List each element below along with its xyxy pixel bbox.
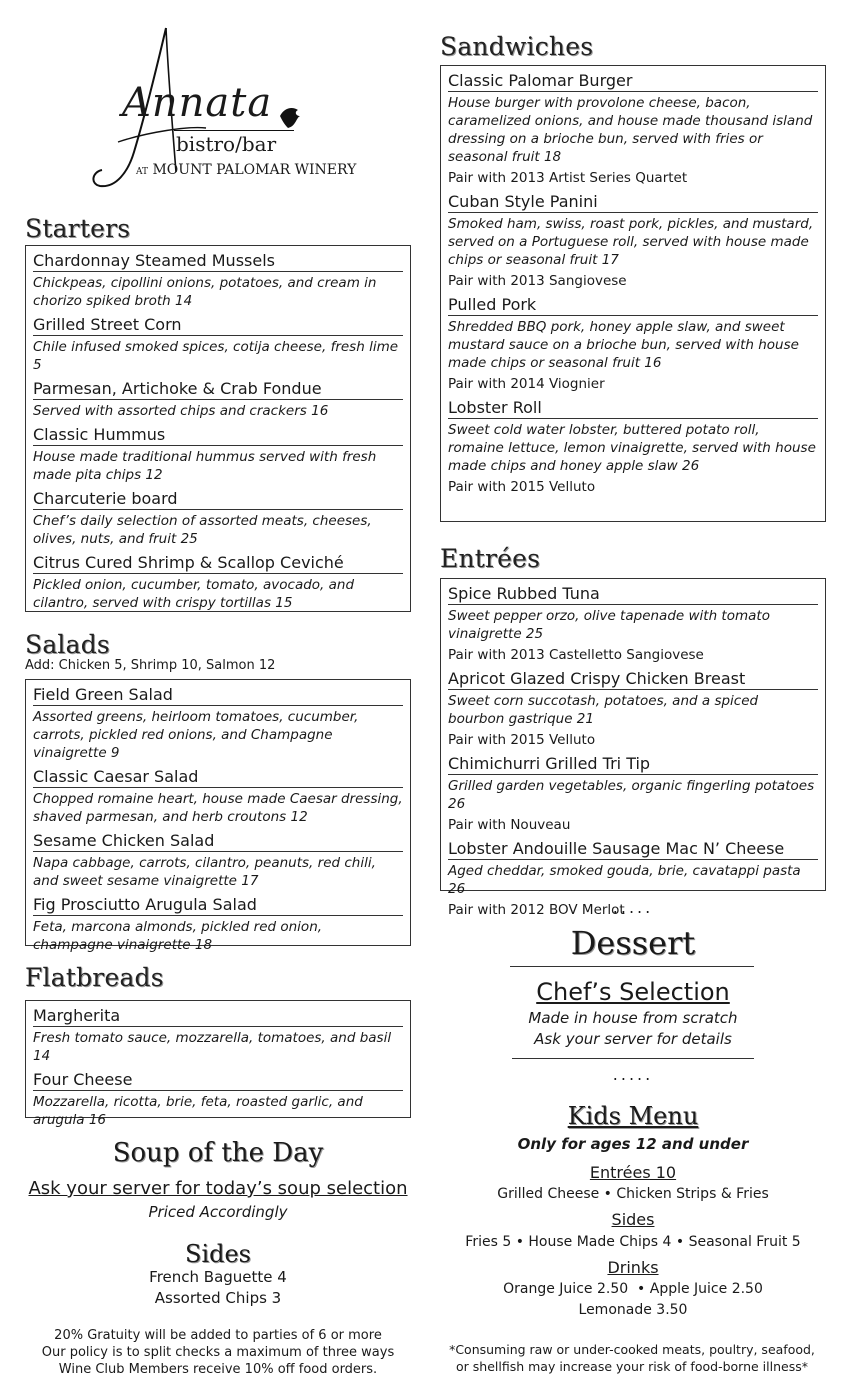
flatbreads-item-desc: Mozzarella, ricotta, brie, feta, roasted garlic, and arugula 16 — [33, 1094, 363, 1128]
disclaimer-line-1: *Consuming raw or under-cooked meats, poultry, seafood, — [449, 1342, 815, 1357]
entrees-item-desc: Aged cheddar, smoked gouda, brie, cavatappi pasta 26 — [448, 863, 801, 897]
flatbreads-item-name: Four Cheese — [33, 1070, 403, 1091]
sandwiches-item-pair: Pair with 2013 Artist Series Quartet — [448, 170, 688, 186]
sandwiches-item — [448, 71, 818, 187]
flatbreads-box — [25, 1000, 411, 1128]
logo-name: Annata — [122, 80, 273, 126]
sandwiches-item-desc: Sweet cold water lobster, buttered potato roll, romaine lettuce, lemon vinaigrette, served with house made chips and honey apple slaw 26 — [448, 422, 816, 474]
starters-title: Starters — [25, 214, 131, 243]
starters-item-desc: Pickled onion, cucumber, tomato, avocado, and cilantro, served with crispy tortillas 15 — [33, 577, 355, 611]
sandwiches-item-pair: Pair with 2013 Sangiovese — [448, 273, 627, 289]
starters-item-name: Chardonnay Steamed Mussels — [33, 251, 403, 272]
sandwiches-item-name: Cuban Style Panini — [448, 192, 818, 213]
starters-item-desc: Chile infused smoked spices, cotija cheese, fresh lime 5 — [33, 339, 399, 373]
starters-item-name: Charcuterie board — [33, 489, 403, 510]
sandwiches-item-name: Pulled Pork — [448, 295, 818, 316]
logo-at: AT — [136, 167, 149, 177]
salads-item-desc: Chopped romaine heart, house made Caesar dressing, shaved parmesan, and herb croutons 12 — [33, 791, 403, 825]
salads-item — [33, 895, 403, 954]
starters-item — [33, 489, 403, 548]
bird-icon — [278, 104, 302, 130]
flatbreads-item — [33, 1070, 403, 1129]
kids-title: Kids Menu — [567, 1102, 699, 1130]
entrees-item — [448, 584, 818, 664]
starters-item — [33, 315, 403, 374]
dessert-title: Dessert — [570, 924, 696, 962]
sides-title: Sides — [185, 1240, 251, 1268]
entrees-box — [440, 578, 826, 918]
sandwiches-item — [448, 295, 818, 393]
dessert-line-2: Ask your server for details — [534, 1030, 732, 1048]
salads-item — [33, 831, 403, 890]
sandwiches-item-desc: House burger with provolone cheese, bacon, caramelized onions, and house made thousand island dressing on a brioche bun, served with fries or seasonal fruit 18 — [448, 95, 813, 165]
salads-item — [33, 767, 403, 826]
starters-item — [33, 553, 403, 612]
salads-add: Add: Chicken 5, Shrimp 10, Salmon 12 — [25, 658, 276, 673]
logo-winery-name: MOUNT PALOMAR WINERY — [152, 162, 357, 178]
sandwiches-item-name: Classic Palomar Burger — [448, 71, 818, 92]
dots-divider-2: ..... — [612, 1065, 654, 1084]
sandwiches-item-pair: Pair with 2014 Viognier — [448, 376, 605, 392]
entrees-item-pair: Pair with Nouveau — [448, 817, 571, 833]
entrees-title: Entrées — [440, 544, 541, 573]
entrees-item-pair: Pair with 2013 Castelletto Sangiovese — [448, 647, 704, 663]
kids-drinks-1: Orange Juice 2.50 • Apple Juice 2.50 — [503, 1281, 763, 1297]
kids-sides-title: Sides — [611, 1210, 655, 1229]
entrees-item-desc: Sweet pepper orzo, olive tapenade with tomato vinaigrette 25 — [448, 608, 770, 642]
salads-item-name: Classic Caesar Salad — [33, 767, 403, 788]
dessert-line-1: Made in house from scratch — [528, 1009, 738, 1027]
starters-item-name: Citrus Cured Shrimp & Scallop Ceviché — [33, 553, 403, 574]
entrees-item-name: Chimichurri Grilled Tri Tip — [448, 754, 818, 775]
policy-line-1: 20% Gratuity will be added to parties of 6 or more — [54, 1328, 382, 1343]
soup-price: Priced Accordingly — [148, 1203, 288, 1221]
logo — [88, 22, 358, 194]
flatbreads-title: Flatbreads — [25, 963, 164, 992]
sides-item-1: French Baguette 4 — [149, 1268, 287, 1286]
soup-title: Soup of the Day — [112, 1138, 324, 1168]
sandwiches-item-pair: Pair with 2015 Velluto — [448, 479, 596, 495]
dessert-selection: Chef’s Selection — [536, 978, 730, 1006]
entrees-item-pair: Pair with 2012 BOV Merlot — [448, 902, 625, 918]
flatbreads-item — [33, 1006, 403, 1065]
sandwiches-item-desc: Shredded BBQ pork, honey apple slaw, and sweet mustard sauce on a brioche bun, served with house made chips or seasonal fruit 16 — [448, 319, 799, 371]
sandwiches-box — [440, 65, 826, 522]
salads-item-desc: Assorted greens, heirloom tomatoes, cucumber, carrots, pickled red onions, and Champagne vinaigrette 9 — [33, 709, 359, 761]
salads-item-desc: Napa cabbage, carrots, cilantro, peanuts, red chili, and sweet sesame vinaigrette 17 — [33, 855, 376, 889]
salads-box — [25, 679, 411, 953]
starters-item-name: Parmesan, Artichoke & Crab Fondue — [33, 379, 403, 400]
sandwiches-title: Sandwiches — [440, 32, 594, 61]
policy-line-2: Our policy is to split checks a maximum of three ways — [41, 1345, 395, 1360]
entrees-item — [448, 754, 818, 834]
dessert-rule-bottom — [512, 1058, 754, 1059]
starters-item — [33, 251, 403, 310]
policy-line-3: Wine Club Members receive 10% off food orders. — [58, 1362, 378, 1377]
sandwiches-item — [448, 192, 818, 290]
salads-item-name: Sesame Chicken Salad — [33, 831, 403, 852]
starters-item — [33, 425, 403, 484]
kids-drinks-2: Lemonade 3.50 — [578, 1302, 688, 1318]
entrees-item-name: Spice Rubbed Tuna — [448, 584, 818, 605]
disclaimer-line-2: or shellfish may increase your risk of food-borne illness* — [456, 1359, 808, 1374]
logo-underline — [174, 130, 294, 131]
salads-item-desc: Feta, marcona almonds, pickled red onion, champagne vinaigrette 18 — [33, 919, 323, 953]
kids-entrees: Grilled Cheese • Chicken Strips & Fries — [497, 1186, 769, 1202]
entrees-item-pair: Pair with 2015 Velluto — [448, 732, 596, 748]
starters-item-name: Grilled Street Corn — [33, 315, 403, 336]
starters-item-desc: Served with assorted chips and crackers 16 — [33, 403, 329, 419]
salads-item — [33, 685, 403, 762]
entrees-item-desc: Grilled garden vegetables, organic fingerling potatoes 26 — [448, 778, 815, 812]
logo-winery — [136, 162, 356, 178]
starters-item-name: Classic Hummus — [33, 425, 403, 446]
starters-item-desc: Chickpeas, cipollini onions, potatoes, and cream in chorizo spiked broth 14 — [33, 275, 377, 309]
sandwiches-item-desc: Smoked ham, swiss, roast pork, pickles, and mustard, served on a Portuguese roll, served with house made chips or seasonal fruit 17 — [448, 216, 814, 268]
sides-item-2: Assorted Chips 3 — [154, 1289, 282, 1307]
entrees-item-name: Apricot Glazed Crispy Chicken Breast — [448, 669, 818, 690]
kids-drinks-title: Drinks — [607, 1258, 659, 1277]
starters-item-desc: House made traditional hummus served with fresh made pita chips 12 — [33, 449, 377, 483]
starters-box — [25, 245, 411, 612]
kids-sides: Fries 5 • House Made Chips 4 • Seasonal Fruit 5 — [465, 1234, 801, 1250]
entrees-item-desc: Sweet corn succotash, potatoes, and a spiced bourbon gastrique 21 — [448, 693, 759, 727]
salads-item-name: Fig Prosciutto Arugula Salad — [33, 895, 403, 916]
flatbreads-item-name: Margherita — [33, 1006, 403, 1027]
flatbreads-item-desc: Fresh tomato sauce, mozzarella, tomatoes, and basil 14 — [33, 1030, 392, 1064]
dessert-rule-top — [510, 966, 754, 967]
soup-line: Ask your server for today’s soup selection — [28, 1178, 408, 1199]
kids-entrees-title: Entrées 10 — [589, 1163, 677, 1182]
starters-item-desc: Chef’s daily selection of assorted meats, cheeses, olives, nuts, and fruit 25 — [33, 513, 372, 547]
starters-item — [33, 379, 403, 420]
sandwiches-item-name: Lobster Roll — [448, 398, 818, 419]
kids-subtitle: Only for ages 12 and under — [517, 1135, 749, 1153]
salads-item-name: Field Green Salad — [33, 685, 403, 706]
entrees-item — [448, 669, 818, 749]
logo-sub: bistro/bar — [176, 132, 277, 156]
entrees-item-name: Lobster Andouille Sausage Mac N’ Cheese — [448, 839, 818, 860]
sandwiches-item — [448, 398, 818, 496]
dots-divider-1: ..... — [612, 898, 654, 917]
salads-title: Salads — [25, 630, 110, 659]
